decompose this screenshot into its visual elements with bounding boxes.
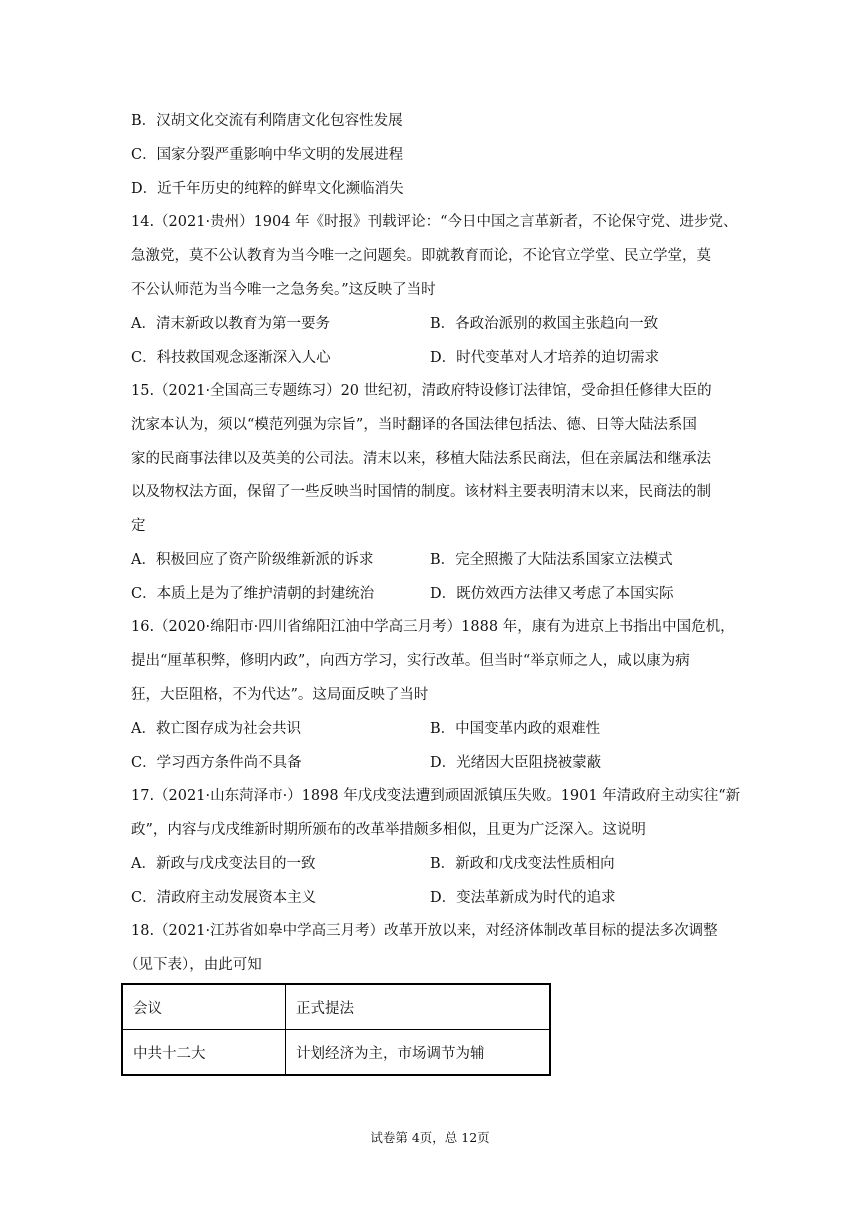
q13-option-c: C．国家分裂严重影响中华文明的发展进程 — [131, 147, 404, 163]
q15-option-c: C．本质上是为了维护清朝的封建统治 — [131, 586, 375, 602]
q14-option-b: B．各政治派别的救国主张趋向一致 — [430, 316, 659, 332]
table-header-cell: 会议 — [122, 984, 286, 1030]
q16-stem-line-1: 16.（2020·绵阳市·四川省绵阳江油中学高三月考）1888 年，康有为进京上书指出中国危机， — [131, 619, 735, 635]
q15-option-b: B．完全照搬了大陆法系国家立法模式 — [430, 552, 673, 568]
q16-option-c: C．学习西方条件尚不具备 — [131, 755, 302, 771]
table-cell: 计划经济为主，市场调节为辅 — [286, 1030, 551, 1076]
q17-option-b: B．新政和戊戌变法性质相向 — [430, 856, 615, 872]
q17-option-a: A．新政与戊戌变法目的一致 — [131, 856, 316, 872]
q15-stem-line-1: 15.（2021·全国高三专题练习）20 世纪初，清政府特设修订法律馆，受命担任修律大臣的 — [131, 383, 712, 399]
q18-table — [121, 983, 551, 1076]
q13-option-b: B．汉胡文化交流有利隋唐文化包容性发展 — [131, 113, 403, 129]
q15-stem-line-3: 家的民商事法律以及英美的公司法。清末以来，移植大陆法系民商法，但在亲属法和继承法 — [131, 451, 711, 467]
q15-stem-line-5: 定 — [131, 518, 146, 534]
table-header-row — [122, 984, 550, 1030]
q18-stem-line-2: （见下表），由此可知 — [124, 957, 262, 973]
q14-stem-line-3: 不公认师范为当今唯一之急务矣。”这反映了当时 — [131, 282, 436, 298]
q15-stem-line-2: 沈家本认为，须以“模范列强为宗旨”，当时翻译的各国法律包括法、德、日等大陆法系国 — [131, 417, 697, 433]
q15-stem-line-4: 以及物权法方面，保留了一些反映当时国情的制度。该材料主要表明清末以来，民商法的制 — [131, 484, 711, 500]
q17-stem-line-1: 17.（2021·山东菏泽市·）1898 年戊戌变法遭到顽固派镇压失败。1901 年清政府主动实往“新 — [131, 788, 741, 804]
q14-option-a: A．清末新政以教育为第一要务 — [131, 316, 330, 332]
q16-option-a: A．救亡图存成为社会共识 — [131, 721, 301, 737]
q16-option-b: B．中国变革内政的艰难性 — [430, 721, 601, 737]
q16-stem-line-2: 提出“厘革积弊，修明内政”，向西方学习，实行改革。但当时“举京师之人，咸以康为病 — [131, 653, 690, 669]
q17-option-d: D．变法革新成为时代的追求 — [430, 890, 616, 906]
q14-stem-line-2: 急激党，莫不公认教育为当今唯一之问题矣。即就教育而论，不论官立学堂、民立学堂，莫 — [131, 248, 711, 264]
table-header-cell: 正式提法 — [286, 984, 551, 1030]
table-row — [122, 1030, 550, 1076]
q17-option-c: C．清政府主动发展资本主义 — [131, 890, 317, 906]
q16-stem-line-3: 狂，大臣阻格，不为代达”。这局面反映了当时 — [131, 687, 429, 703]
q16-option-d: D．光绪因大臣阻挠被蒙蔽 — [430, 755, 602, 771]
q13-option-d: D．近千年历史的纯粹的鲜卑文化濒临消失 — [131, 181, 404, 197]
q17-stem-line-2: 政”，内容与戊戌维新时期所颁布的改革举措颇多相似，且更为广泛深入。这说明 — [131, 822, 646, 838]
q14-stem-line-1: 14.（2021·贵州）1904 年《时报》刊载评论：“今日中国之言革新者，不论保守党、进步党、 — [131, 214, 738, 230]
q18-stem-line-1: 18.（2021·江苏省如皋中学高三月考）改革开放以来，对经济体制改革目标的提法多次调整 — [131, 923, 718, 939]
q15-option-d: D．既仿效西方法律又考虑了本国实际 — [430, 586, 674, 602]
q14-option-c: C．科技救国观念逐渐深入人心 — [131, 350, 331, 366]
page-footer: 试卷第 4页，总 12页 — [370, 1130, 490, 1145]
table-cell: 中共十二大 — [122, 1030, 286, 1076]
q14-option-d: D．时代变革对人才培养的迫切需求 — [430, 350, 660, 366]
q15-option-a: A．积极回应了资产阶级维新派的诉求 — [131, 552, 374, 568]
